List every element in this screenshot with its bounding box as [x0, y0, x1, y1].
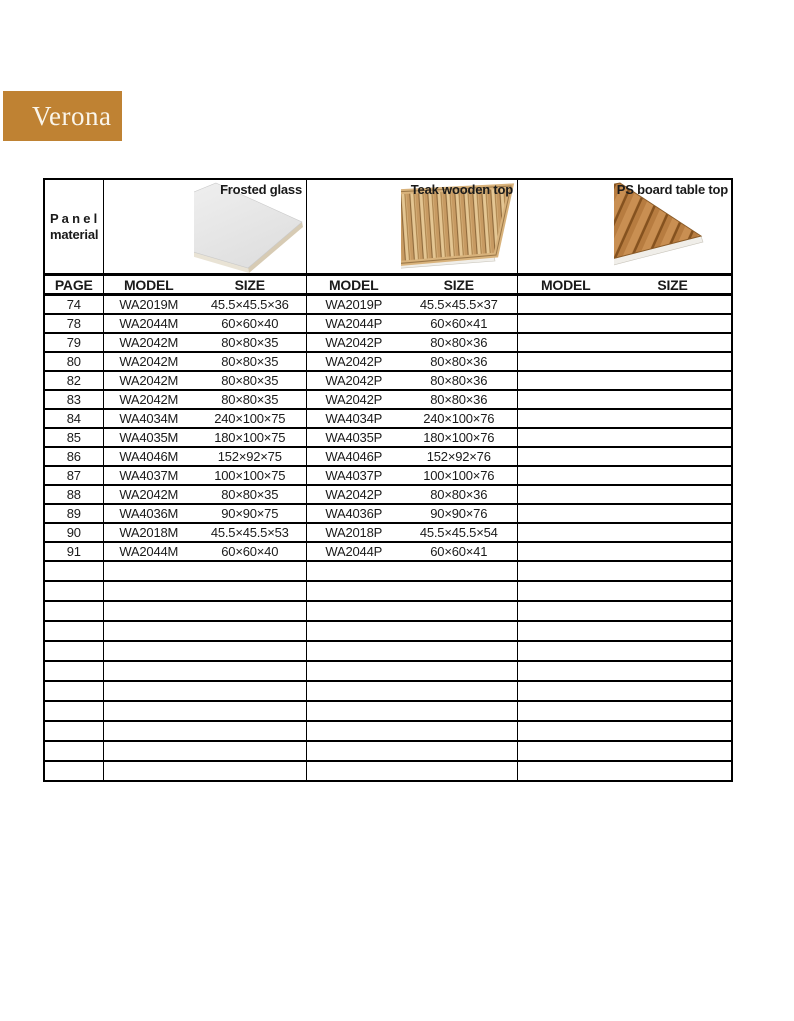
frosted-model-cell: WA4034M: [103, 409, 194, 428]
panel-material-label-line2: material: [50, 226, 99, 242]
table-row: [44, 485, 732, 504]
page-cell: 87: [44, 466, 103, 485]
teak-size-cell: 100×100×76: [401, 466, 517, 485]
page-cell: 82: [44, 371, 103, 390]
frosted-model-cell: WA4035M: [103, 428, 194, 447]
frosted-model-cell: WA2042M: [103, 371, 194, 390]
teak-model-cell: WA2042P: [306, 333, 401, 352]
ps-size-cell: [614, 390, 732, 409]
frosted-glass-image-cell2: [194, 179, 306, 275]
page-cell: 78: [44, 314, 103, 333]
frosted-size-cell: 80×80×35: [194, 333, 306, 352]
frosted-model-cell: WA2042M: [103, 333, 194, 352]
brand-logo: [3, 91, 122, 141]
frosted-size-cell: 80×80×35: [194, 371, 306, 390]
teak-size-cell: 80×80×36: [401, 333, 517, 352]
teak-size-cell: 152×92×76: [401, 447, 517, 466]
ps-board-table-top-label: PS board table top: [616, 182, 728, 197]
frosted-size-cell: 152×92×75: [194, 447, 306, 466]
page-cell: 85: [44, 428, 103, 447]
frosted-size-cell: 45.5×45.5×53: [194, 523, 306, 542]
ps-model-cell: [517, 523, 614, 542]
ps-size-cell: [614, 409, 732, 428]
teak-size-cell: 45.5×45.5×37: [401, 295, 517, 315]
ps-model-cell: [517, 428, 614, 447]
empty-table-row: [44, 761, 732, 781]
empty-table-row: [44, 661, 732, 681]
frosted-model-cell: WA2042M: [103, 352, 194, 371]
frosted-size-cell: 45.5×45.5×36: [194, 295, 306, 315]
ps-model-cell: [517, 314, 614, 333]
frosted-model-cell: WA2042M: [103, 485, 194, 504]
table-row: [44, 428, 732, 447]
teak-size-cell: 80×80×36: [401, 371, 517, 390]
ps-model-cell: [517, 390, 614, 409]
frosted-glass-image-cell: [103, 179, 194, 275]
table-row: [44, 409, 732, 428]
ps-model-cell: [517, 504, 614, 523]
teak-size-cell: 80×80×36: [401, 390, 517, 409]
material-header-row: [44, 179, 732, 275]
frosted-size-header: SIZE: [194, 275, 306, 295]
ps-model-cell: [517, 295, 614, 315]
table-row: [44, 333, 732, 352]
ps-model-header: MODEL: [517, 275, 614, 295]
page-cell: 83: [44, 390, 103, 409]
ps-model-cell: [517, 333, 614, 352]
teak-image-cell: [306, 179, 401, 275]
teak-model-cell: WA2042P: [306, 390, 401, 409]
empty-table-row: [44, 641, 732, 661]
ps-size-cell: [614, 485, 732, 504]
teak-model-cell: WA4035P: [306, 428, 401, 447]
teak-size-cell: 80×80×36: [401, 485, 517, 504]
table-row: [44, 523, 732, 542]
table-row: [44, 352, 732, 371]
page-cell: 89: [44, 504, 103, 523]
catalog-table: [43, 178, 733, 782]
empty-table-row: [44, 681, 732, 701]
teak-model-header: MODEL: [306, 275, 401, 295]
teak-model-cell: WA4034P: [306, 409, 401, 428]
table-row: [44, 295, 732, 315]
frosted-size-cell: 80×80×35: [194, 390, 306, 409]
frosted-size-cell: 60×60×40: [194, 314, 306, 333]
frosted-size-cell: 100×100×75: [194, 466, 306, 485]
teak-model-cell: WA4036P: [306, 504, 401, 523]
ps-size-cell: [614, 447, 732, 466]
ps-model-cell: [517, 466, 614, 485]
ps-size-cell: [614, 504, 732, 523]
table-row: [44, 371, 732, 390]
frosted-size-cell: 80×80×35: [194, 352, 306, 371]
frosted-model-cell: WA4046M: [103, 447, 194, 466]
page-cell: 88: [44, 485, 103, 504]
frosted-size-cell: 240×100×75: [194, 409, 306, 428]
teak-size-cell: 90×90×76: [401, 504, 517, 523]
frosted-model-cell: WA2018M: [103, 523, 194, 542]
teak-model-cell: WA2042P: [306, 352, 401, 371]
frosted-size-cell: 180×100×75: [194, 428, 306, 447]
ps-size-cell: [614, 314, 732, 333]
page-cell: 80: [44, 352, 103, 371]
ps-size-cell: [614, 371, 732, 390]
empty-table-row: [44, 741, 732, 761]
teak-model-cell: WA2019P: [306, 295, 401, 315]
ps-model-cell: [517, 542, 614, 561]
frosted-model-cell: WA2044M: [103, 314, 194, 333]
ps-size-header: SIZE: [614, 275, 732, 295]
ps-size-cell: [614, 428, 732, 447]
ps-model-cell: [517, 352, 614, 371]
ps-model-cell: [517, 409, 614, 428]
frosted-model-cell: WA4036M: [103, 504, 194, 523]
teak-model-cell: WA4046P: [306, 447, 401, 466]
frosted-size-cell: 80×80×35: [194, 485, 306, 504]
ps-board-image-cell: [517, 179, 614, 275]
teak-size-cell: 180×100×76: [401, 428, 517, 447]
ps-size-cell: [614, 542, 732, 561]
teak-model-cell: WA2042P: [306, 485, 401, 504]
ps-size-cell: [614, 295, 732, 315]
column-header-row: [44, 275, 732, 295]
frosted-model-cell: WA2044M: [103, 542, 194, 561]
table-row: [44, 466, 732, 485]
frosted-model-cell: WA4037M: [103, 466, 194, 485]
teak-size-cell: 60×60×41: [401, 314, 517, 333]
empty-table-row: [44, 561, 732, 581]
page-cell: 84: [44, 409, 103, 428]
teak-size-header: SIZE: [401, 275, 517, 295]
page-cell: 79: [44, 333, 103, 352]
ps-model-cell: [517, 485, 614, 504]
ps-model-cell: [517, 447, 614, 466]
teak-model-cell: WA2044P: [306, 314, 401, 333]
empty-table-row: [44, 581, 732, 601]
empty-table-row: [44, 621, 732, 641]
empty-table-row: [44, 701, 732, 721]
ps-board-image-cell2: [614, 179, 732, 275]
teak-model-cell: WA2044P: [306, 542, 401, 561]
teak-model-cell: WA2042P: [306, 371, 401, 390]
empty-table-row: [44, 721, 732, 741]
ps-size-cell: [614, 466, 732, 485]
teak-wooden-top-label: Teak wooden top: [410, 182, 513, 197]
page-cell: 86: [44, 447, 103, 466]
table-body: [44, 179, 732, 781]
page-cell: 90: [44, 523, 103, 542]
table-row: [44, 390, 732, 409]
page-cell: 74: [44, 295, 103, 315]
teak-size-cell: 45.5×45.5×54: [401, 523, 517, 542]
empty-table-row: [44, 601, 732, 621]
panel-material-label-line1: P a n e l: [50, 210, 98, 226]
frosted-model-header: MODEL: [103, 275, 194, 295]
teak-size-cell: 240×100×76: [401, 409, 517, 428]
table-row: [44, 504, 732, 523]
table-row: [44, 542, 732, 561]
table-row: [44, 314, 732, 333]
frosted-size-cell: 60×60×40: [194, 542, 306, 561]
teak-model-cell: WA2018P: [306, 523, 401, 542]
page-cell: 91: [44, 542, 103, 561]
frosted-glass-label: Frosted glass: [220, 182, 302, 197]
panel-material-cell: [44, 179, 103, 275]
teak-size-cell: 60×60×41: [401, 542, 517, 561]
ps-size-cell: [614, 352, 732, 371]
teak-size-cell: 80×80×36: [401, 352, 517, 371]
table-row: [44, 447, 732, 466]
ps-model-cell: [517, 371, 614, 390]
teak-model-cell: WA4037P: [306, 466, 401, 485]
frosted-size-cell: 90×90×75: [194, 504, 306, 523]
brand-label: Verona: [32, 100, 112, 131]
frosted-model-cell: WA2019M: [103, 295, 194, 315]
ps-size-cell: [614, 333, 732, 352]
ps-size-cell: [614, 523, 732, 542]
page-header: PAGE: [44, 275, 103, 295]
frosted-model-cell: WA2042M: [103, 390, 194, 409]
teak-image-cell2: [401, 179, 517, 275]
